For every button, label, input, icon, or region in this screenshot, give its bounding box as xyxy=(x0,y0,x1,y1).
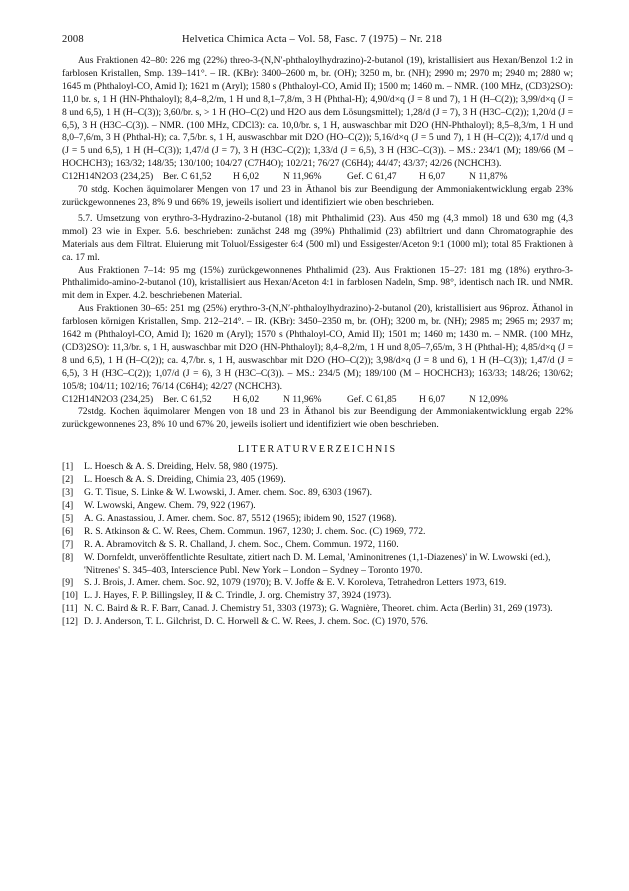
reference-number: [11] xyxy=(62,603,78,615)
reference-item xyxy=(62,474,573,487)
formula-name: C12H14N2O3 (234,25) xyxy=(62,171,154,183)
formula-gef-n: N 11,87% xyxy=(469,171,508,183)
paragraph-fraction-20: Aus Fraktionen 30–65: 251 mg (25%) erythro-3-(N,N′-phthaloylhydrazino)-2-butanol (20), kristallisiert aus 96proz. Äthanol in farblosen körnigen Kristallen, Smp. 212–214°. – IR. (KBr): 3450–2350 m, br. (OH); 3200 m, br. (NH); 2985 m; 2965 m; 2937 m; 1642 m (Phthaloyl-CO, Amid I); 1620 m (Aryl); 1570 s (Phthaloyl-CO, Amid II); 1501 m; 1460 m; 1430 m. – NMR. (100 MHz, (CD3)2SO): 11,3/br. s, 1 H, auswaschbar mit D2O (HN-Phthaloyl); 8,4–8,2/m, 1 H und 8,05–7,65/m, 3 H (Phthal-H); 4,85/d×q (J = 8 und 6,5), 1 H (H–C(2)); ca. 4,7/br. s, 1 H, auswaschbar mit D2O (HO–C(2)); 3,98/d×q (J = 8 und 6), 1 H (H–C(3)); 1,47/d (J = 6,5), 3 H (H3C–C(2)); 1,07/d (J = 6), 3 H (H3C–C(3)). – MS.: 234/5 (M); 189/100 (M – HOCHCH3); 163/33; 148/26; 130/62; 105/8; 104/11; 102/16; 76/14 (C6H4); 42/27 (NCHCH3). xyxy=(62,303,573,392)
reference-item xyxy=(62,513,573,526)
page-header xyxy=(62,34,573,45)
formula-gef-c: Gef. C 61,85 xyxy=(347,393,397,405)
reference-number: [2] xyxy=(62,474,74,486)
elemental-analysis-2 xyxy=(62,394,573,407)
formula-name: C12H14N2O3 (234,25) xyxy=(62,393,154,405)
formula-gef-n: N 12,09% xyxy=(469,393,508,405)
reference-number: [9] xyxy=(62,577,74,589)
reference-item xyxy=(62,603,573,616)
reference-item xyxy=(62,590,573,603)
reference-text: W. Dornfeldt, unveröffentlichte Resultate, zitiert nach D. M. Lemal, 'Aminonitrenes (1,1-Diazenes)' in W. Lwowski (ed.), 'Nitrenes' S. 345–403, Interscience Publ. New York – London – Sydney – Toronto 1970. xyxy=(84,551,551,576)
elemental-analysis-1 xyxy=(62,171,573,184)
reference-text: R. A. Abramovitch & S. R. Challand, J. chem. Soc., Chem. Commun. 1972, 1160. xyxy=(84,538,399,550)
reference-text: S. J. Brois, J. Amer. chem. Soc. 92, 1079 (1970); B. V. Joffe & E. V. Koroleva, Tetrahedron Letters 1973, 619. xyxy=(84,577,507,589)
reference-item xyxy=(62,577,573,590)
reference-item xyxy=(62,552,573,578)
page-number: 2008 xyxy=(62,34,84,45)
reference-text: D. J. Anderson, T. L. Gilchrist, D. C. Horwell & C. W. Rees, J. chem. Soc. (C) 1970, 576. xyxy=(84,616,428,628)
reference-text: L. Hoesch & A. S. Dreiding, Helv. 58, 980 (1975). xyxy=(84,461,278,473)
paragraph-fraction-10: Aus Fraktionen 7–14: 95 mg (15%) zurückgewonnenes Phthalimid (23). Aus Fraktionen 15–27: 181 mg (18%) erythro-3-Phthalimido-amino-2-butanol (10), kristallisiert aus Hexan/Aceton 4:1 in farblosen Nadeln, Smp. 98°, identisch nach IR. und NMR. mit dem in Exper. 4.2. beschriebenen Material. xyxy=(62,264,573,302)
reference-number: [5] xyxy=(62,512,74,524)
reference-text: R. S. Atkinson & C. W. Rees, Chem. Commun. 1967, 1230; J. chem. Soc. (C) 1969, 772. xyxy=(84,525,426,537)
reference-item xyxy=(62,461,573,474)
references-list xyxy=(62,461,573,629)
reference-item xyxy=(62,487,573,500)
formula-ber-c: Ber. C 61,52 xyxy=(163,171,212,183)
reference-text: A. G. Anastassiou, J. Amer. chem. Soc. 87, 5512 (1965); ibidem 90, 1527 (1968). xyxy=(84,512,397,524)
paragraph-kochen-18: 72stdg. Kochen äquimolarer Mengen von 18 und 23 in Äthanol bis zur Beendigung der Ammoniakentwicklung ergab 22% zurückgewonnenes 23, 8% 10 und 67% 20, jeweils isoliert und identifiziert wie oben beschrieben. xyxy=(62,406,573,431)
reference-text: N. C. Baird & R. F. Barr, Canad. J. Chemistry 51, 3303 (1973); G. Wagnière, Theoret. chim. Acta (Berlin) 31, 269 (1973). xyxy=(84,603,553,615)
references-title: LITERATURVERZEICHNIS xyxy=(237,444,398,456)
reference-number: [8] xyxy=(62,551,74,563)
reference-text: W. Lwowski, Angew. Chem. 79, 922 (1967). xyxy=(84,500,256,511)
reference-number: [3] xyxy=(62,487,74,499)
paragraph-section-5-7: 5.7. Umsetzung von erythro-3-Hydrazino-2-butanol (18) mit Phthalimid (23). Aus 450 mg (4,3 mmol) 18 und 630 mg (4,3 mmol) 23 wie in Exper. 5.6. beschrieben: zunächst 248 mg (39%) Phthalimid (23) abfiltriert und dann Chromatographie des Materials aus dem Filtrat. Eluierung mit Toluol/Essigester 6:4 (500 ml) und Essigester/Aceton 9:1 (1000 ml); total 85 Fraktionen à ca. 17 ml. xyxy=(62,212,573,263)
reference-number: [12] xyxy=(62,616,78,628)
paragraph-kochen-17: 70 stdg. Kochen äquimolarer Mengen von 17 und 23 in Äthanol bis zur Beendigung der Ammoniakentwicklung ergab 23% zurückgewonnenes 23, 8% 9 und 66% 19, jeweils isoliert und identifiziert wie oben beschrieben. xyxy=(62,184,573,208)
formula-ber-n: N 11,96% xyxy=(283,171,322,183)
formula-ber-c: Ber. C 61,52 xyxy=(163,393,212,405)
running-title: Helvetica Chimica Acta – Vol. 58, Fasc. 7 (1975) – Nr. 218 xyxy=(182,34,442,45)
reference-number: [4] xyxy=(62,500,74,511)
paragraph-fraction-19: Aus Fraktionen 42–80: 226 mg (22%) threo-3-(N,N′-phthaloylhydrazino)-2-butanol (19), kristallisiert aus Hexan/Benzol 1:2 in farblosen Kristallen, Smp. 139–141°. – IR. (KBr): 3400–2600 m, br. (OH); 3250 m, br. (NH); 2990 m; 2970 m; 2940 m; 2880 w; 1645 m (Phthaloyl-CO, Amid I); 1621 m (Aryl); 1580 s (Phthaloyl-CO, Amid II); 1500 m; 1460 m. – NMR. (100 MHz, (CD3)2SO): 11,0 br. s, 1 H (HN-Phthaloyl); 8,4–8,2/m, 1 H und 8,1–7,8/m, 3 H (Phthal-H); 4,90/d×q (J = 8 und 7), 1 H (H–C(2)); 3,99/d×q (J = 8 und 6,5), 1 H (H–C(3)); 3,60/br. s, > 1 H (HO–C(2) und H2O aus dem Lösungsmittel); 1,28/d (J = 7), 3 H (H3C–C(2)); 1,20/d (J = 6,5), 3 H (H3C–C(3)). – NMR. (100 MHz, CDCl3): ca. 10,0/br. s, 1 H, auswaschbar mit D2O (HN-Phthaloyl); 8,5–8,3/m, 1 H und 8,0–7,6/m, 3 H (Phthal-H); ca. 7,5/br. s, 1 H, auswaschbar mit D2O (HO–C(2)); 5,16/d×q (J = 5 und 7), 1 H (H–C(2)); 4,17/d und q (J = 5 und 6,5), 1 H (H–C(3)); 1,47/d (J = 7), 3 H (H3C–C(2)); 1,33/d (J = 6,5), 3 H (H3C–C(3)). – MS.: 234/1 (M); 189/66 (M – HOCHCH3); 163/32; 148/35; 130/100; 104/27 (C7H4O); 102/21; 76/27 (C6H4); 44/47; 43/37; 42/26 (NCHCH3). xyxy=(62,55,573,170)
formula-gef-c: Gef. C 61,47 xyxy=(347,171,397,183)
reference-item xyxy=(62,526,573,539)
reference-item xyxy=(62,539,573,552)
formula-ber-n: N 11,96% xyxy=(283,393,322,405)
formula-gef-h: H 6,07 xyxy=(419,171,446,183)
reference-text: L. J. Hayes, F. P. Billingsley, II & C. Trindle, J. org. Chemistry 37, 3924 (1973). xyxy=(84,590,392,602)
formula-ber-h: H 6,02 xyxy=(233,393,260,405)
formula-gef-h: H 6,07 xyxy=(419,393,446,405)
reference-text: L. Hoesch & A. S. Dreiding, Chimia 23, 405 (1969). xyxy=(84,474,286,486)
reference-number: [1] xyxy=(62,461,74,473)
formula-ber-h: H 6,02 xyxy=(233,171,260,183)
reference-number: [7] xyxy=(62,538,74,550)
reference-text: G. T. Tisue, S. Linke & W. Lwowski, J. Amer. chem. Soc. 89, 6303 (1967). xyxy=(84,487,372,499)
reference-number: [10] xyxy=(62,590,78,602)
reference-item xyxy=(62,500,573,513)
reference-number: [6] xyxy=(62,525,74,537)
experimental-section xyxy=(62,55,573,432)
reference-item xyxy=(62,616,573,629)
